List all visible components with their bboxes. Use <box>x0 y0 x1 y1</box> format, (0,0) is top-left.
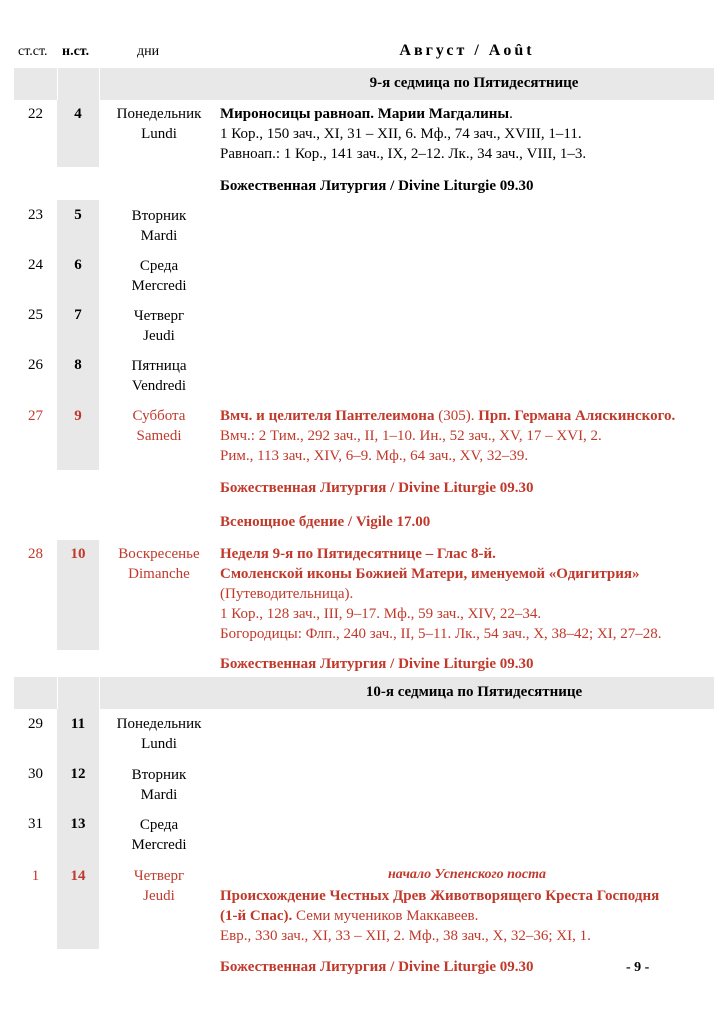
service-line: Божественная Литургия / Divine Liturgie 09.30 <box>220 480 534 496</box>
col-header-new-style: н.ст. <box>62 44 90 59</box>
weekday: Четверг Jeudi <box>133 308 185 344</box>
new-style-date: 4 <box>74 106 82 122</box>
feast-text: Происхождение Честных Древ Животворящего Креста Господня (1-й Спас). Семи мучеников Маккавеев. Евр., 330 зач., XI, 33 – XII, 2. Мф., 38 зач., X, 32–36; XI, 1. <box>220 888 660 944</box>
weekday: Понедельник Lundi <box>116 106 202 142</box>
old-style-date: 22 <box>28 106 43 122</box>
weekday: Воскресенье Dimanche <box>118 546 200 582</box>
new-style-date: 7 <box>74 307 82 323</box>
service-line: Божественная Литургия / Divine Liturgie 09.30 <box>220 178 534 194</box>
new-style-date: 12 <box>70 766 86 782</box>
weekday: Вторник Mardi <box>131 208 187 244</box>
new-style-date: 8 <box>74 357 82 373</box>
new-style-date: 10 <box>70 546 86 562</box>
new-style-date: 6 <box>74 257 82 273</box>
week-title: 9-я седмица по Пятидесятнице <box>369 75 579 91</box>
old-style-date: 29 <box>28 716 43 732</box>
service-line: Всенощное бдение / Vigile 17.00 <box>220 514 431 530</box>
new-style-date: 5 <box>74 207 82 223</box>
old-style-date: 28 <box>28 546 43 562</box>
weekday: Среда Mercredi <box>131 817 187 853</box>
weekday: Суббота Samedi <box>132 408 186 444</box>
new-style-date: 13 <box>70 816 86 832</box>
page-number: - 9 - <box>626 960 650 975</box>
weekday: Понедельник Lundi <box>116 716 202 752</box>
week-title: 10-я седмица по Пятидесятнице <box>365 684 583 700</box>
feast-text: Неделя 9-я по Пятидесятнице – Глас 8-й. Смоленской иконы Божией Матери, именуемой «Одигитрия» (Путеводительница). 1 Кор., 128 зач., III, 9–17. Мф., 59 зач., XIV, 22–34. Богородицы: Флп., 240 зач., II, 5–11. Лк., 54 зач., X, 38–42; XI, 27–28. <box>220 546 662 642</box>
feast-text: Вмч. и целителя Пантелеимона (305). Прп. Германа Аляскинского. Вмч.: 2 Тим., 292 зач., II, 1–10. Ин., 52 зач., XV, 17 – XVI, 2. Рим., 113 зач., XIV, 6–9. Мф., 64 зач., XV, 32–39. <box>220 408 676 464</box>
new-style-date: 9 <box>74 408 82 424</box>
fast-note: начало Успенского поста <box>387 867 547 882</box>
old-style-date: 31 <box>28 816 43 832</box>
old-style-date: 26 <box>28 357 43 373</box>
weekday: Среда Mercredi <box>131 258 187 294</box>
feast-text: Мироносицы равноап. Марии Магдалины. 1 Кор., 150 зач., XI, 31 – XII, 6. Мф., 74 зач., XVIII, 1–11. Равноап.: 1 Кор., 141 зач., IX, 2–12. Лк., 34 зач., VIII, 1–3. <box>220 106 587 162</box>
col-header-old-style: ст.ст. <box>18 44 48 59</box>
service-line: Божественная Литургия / Divine Liturgie 09.30 <box>220 959 534 975</box>
service-line: Божественная Литургия / Divine Liturgie 09.30 <box>220 656 534 672</box>
col-header-days: дни <box>137 44 160 59</box>
old-style-date: 23 <box>28 207 43 223</box>
old-style-date: 27 <box>28 408 43 424</box>
weekday: Четверг Jeudi <box>133 868 185 904</box>
old-style-date: 25 <box>28 307 43 323</box>
week-banner <box>14 68 714 100</box>
new-style-date: 11 <box>70 716 86 732</box>
weekday: Пятница Vendredi <box>131 358 187 394</box>
old-style-date: 1 <box>31 868 40 884</box>
week-banner <box>14 677 714 709</box>
new-style-date: 14 <box>70 868 86 884</box>
old-style-date: 24 <box>28 257 43 273</box>
month-title: Август / Août <box>399 42 535 59</box>
weekday: Вторник Mardi <box>131 767 187 803</box>
old-style-date: 30 <box>28 766 43 782</box>
